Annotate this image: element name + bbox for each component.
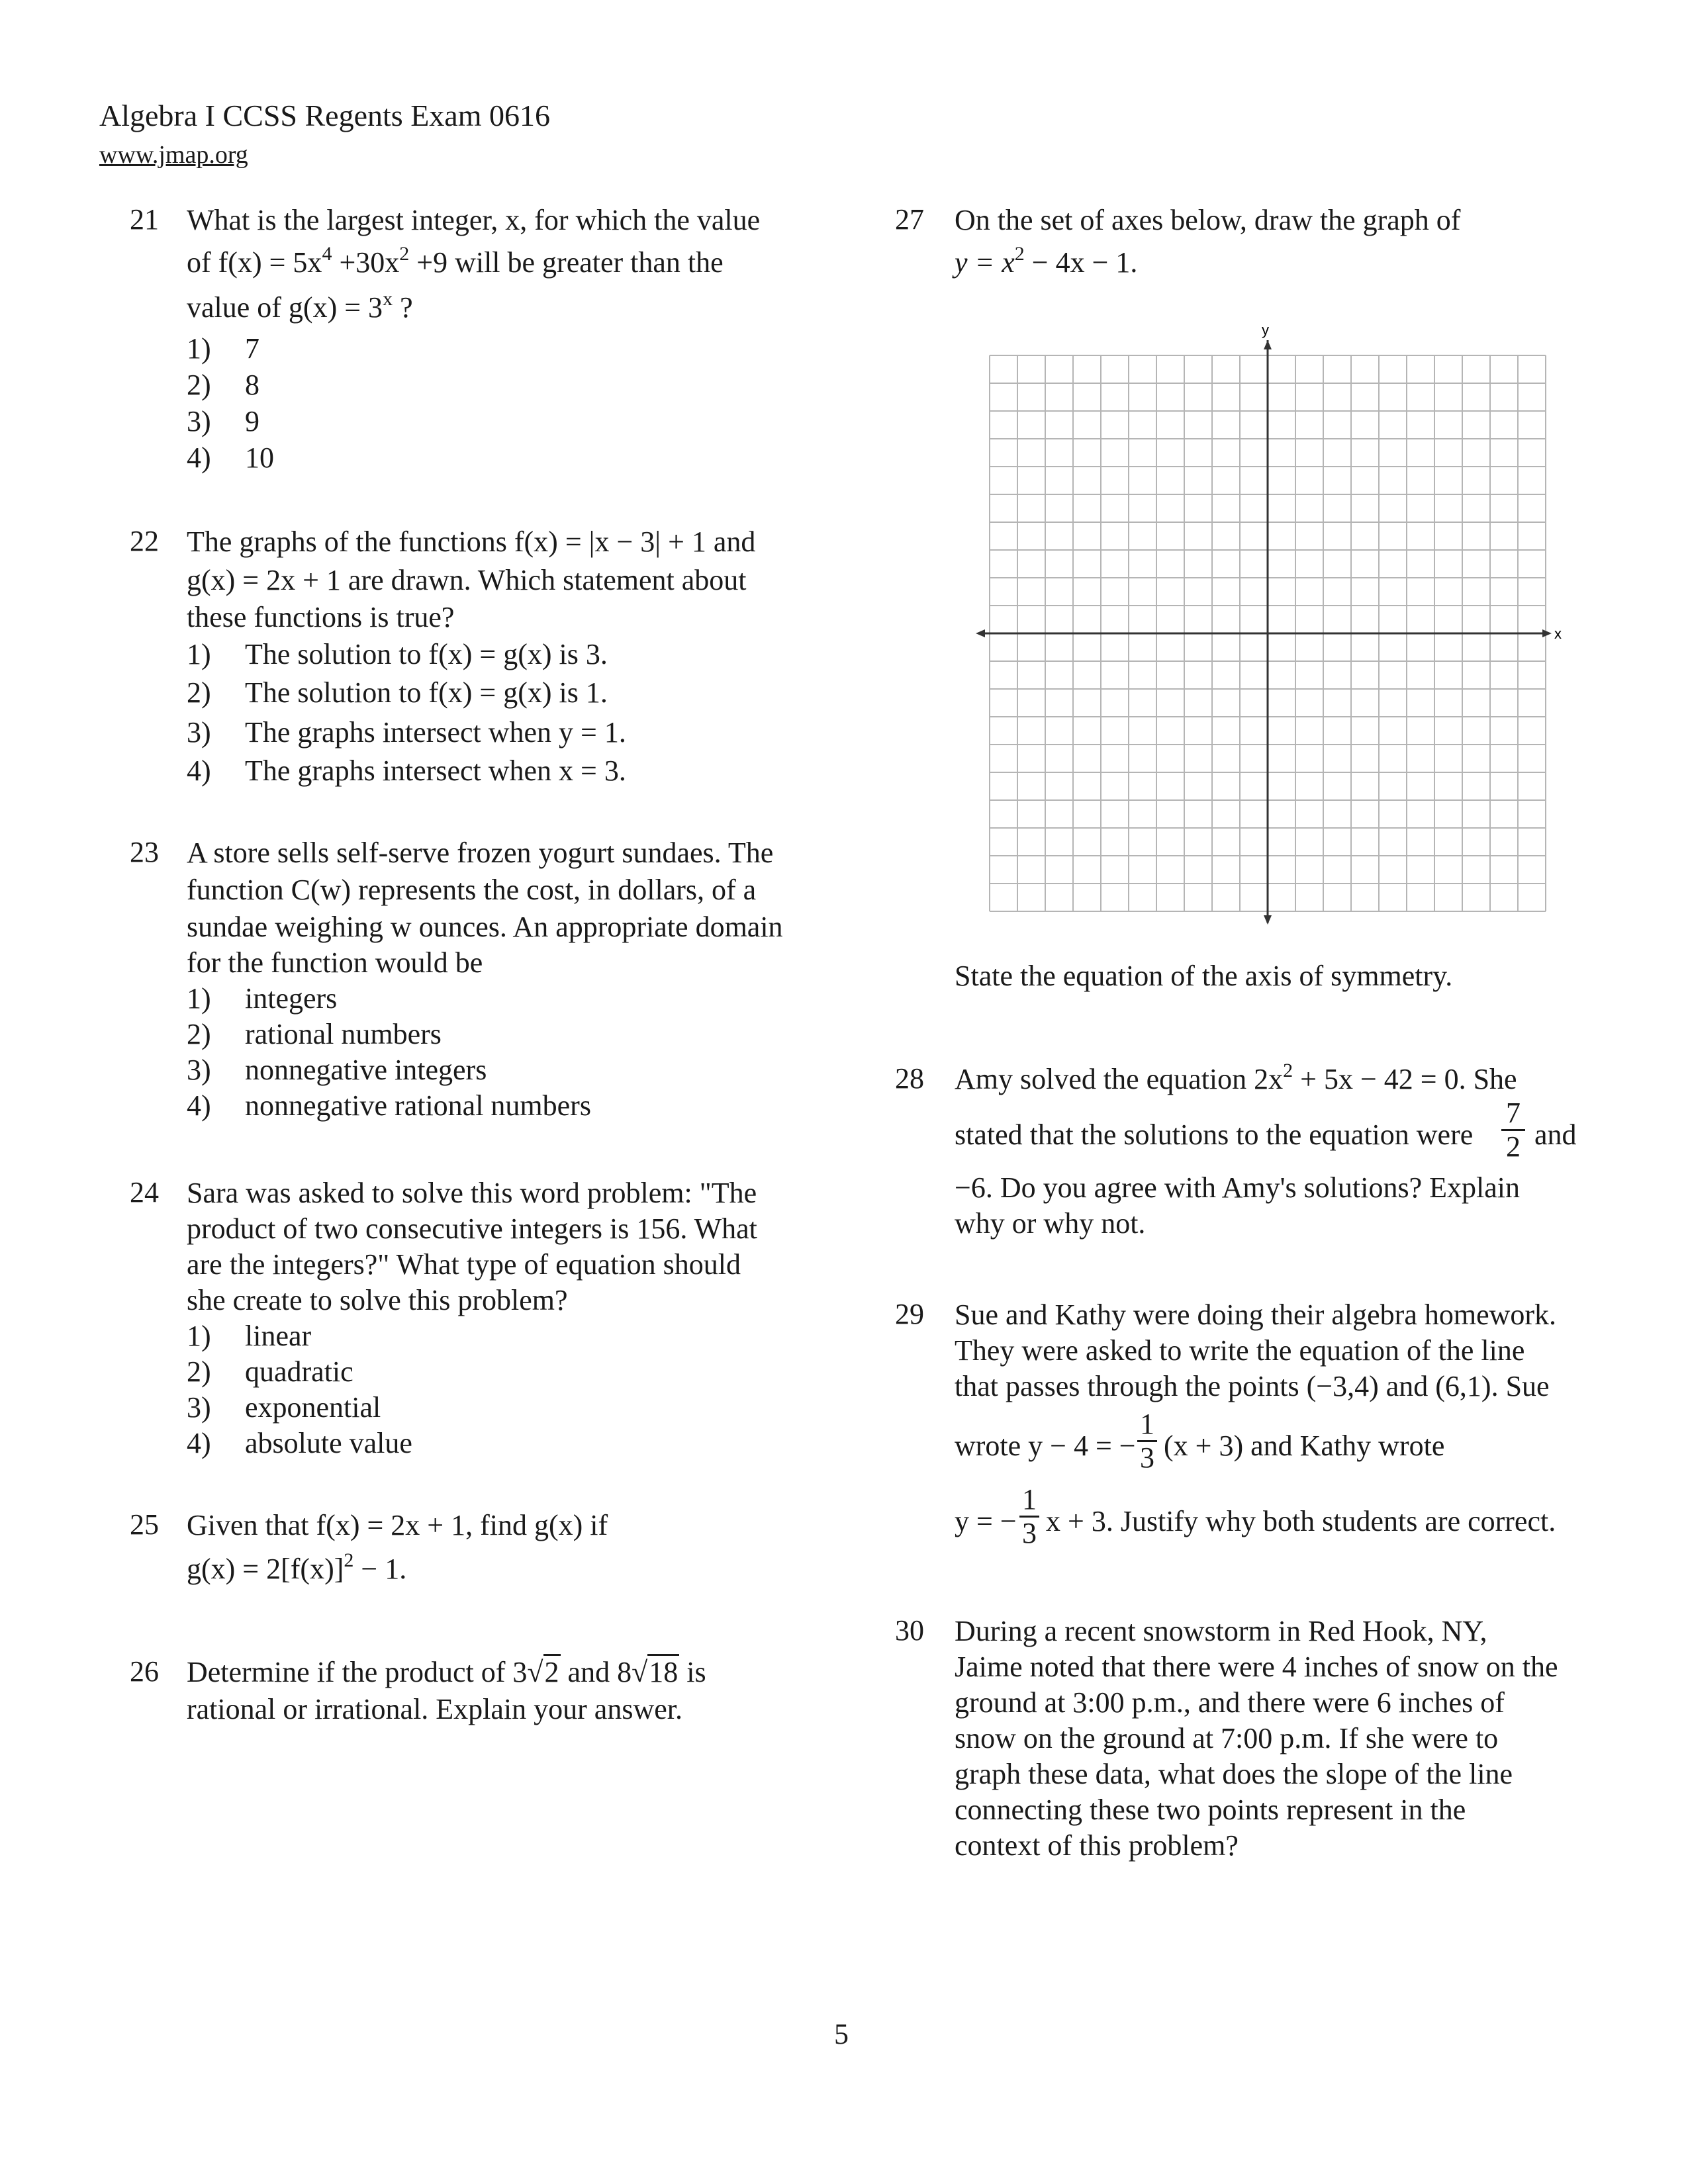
question-text: What is the largest integer, x, for which the value (187, 204, 761, 236)
question-text: of $f(x) = 5x^4 +30x^2 +9$ will be greater than the (187, 243, 724, 279)
question-text: she create to solve this problem? (187, 1284, 568, 1316)
question-text: function C(w) represents the cost, in dollars, of a (187, 874, 757, 906)
answer-option[interactable]: 2) quadratic (187, 1355, 353, 1388)
question-number: 26 (130, 1655, 159, 1688)
fraction: 7 2 (1501, 1099, 1525, 1161)
question-number: 28 (895, 1062, 924, 1095)
answer-option[interactable]: 4) absolute value (187, 1427, 412, 1459)
question-text: wrote y − 4 = − (955, 1430, 1136, 1462)
question-text: x + 3. Justify why both students are correct. (1046, 1505, 1556, 1537)
question-text: value of $g(x) = 3^x$ ? (187, 288, 413, 324)
question-number: 23 (130, 836, 159, 868)
question-text: g(x) = 2x + 1 are drawn. Which statement about (187, 564, 747, 596)
y-axis-arrow-up-icon (1264, 340, 1272, 349)
fraction: 1 3 (1019, 1485, 1039, 1548)
question-text: ground at 3:00 p.m., and there were 6 inches of (955, 1686, 1505, 1719)
question-text: are the integers?" What type of equation should (187, 1248, 741, 1281)
question-text: Given that f(x) = 2x + 1, find g(x) if (187, 1509, 608, 1541)
answer-option[interactable]: 2) The solution to f(x) = g(x) is 1. (187, 676, 608, 709)
question-text: A store sells self-serve frozen yogurt sundaes. The (187, 837, 774, 869)
question-text: for the function would be (187, 946, 483, 979)
question-text: Sue and Kathy were doing their algebra homework. (955, 1298, 1557, 1331)
question-number: 27 (895, 203, 924, 236)
x-axis-arrow-left-icon (976, 629, 985, 637)
answer-option[interactable]: 3) nonnegative integers (187, 1054, 487, 1086)
question-number: 30 (895, 1614, 924, 1647)
question-text: snow on the ground at 7:00 p.m. If she were to (955, 1722, 1499, 1754)
y-axis-label: y (1262, 322, 1269, 338)
question-text: these functions is true? (187, 601, 455, 633)
answer-option[interactable]: 4) nonnegative rational numbers (187, 1089, 591, 1122)
question-text: Determine if the product of 3√2 and 8√18 is (187, 1655, 706, 1690)
answer-option[interactable]: 2) rational numbers (187, 1018, 442, 1050)
question-text: $g(x) = 2[f(x)]^2 - 1$. (187, 1549, 407, 1585)
question-text: State the equation of the axis of symmetry. (955, 960, 1453, 992)
question-text: Sara was asked to solve this word problem: "The (187, 1177, 757, 1209)
question-number: 25 (130, 1508, 159, 1541)
question-number: 21 (130, 203, 159, 236)
question-text: stated that the solutions to the equation were (955, 1118, 1474, 1151)
question-text: (x + 3) and Kathy wrote (1164, 1430, 1445, 1462)
question-text: graph these data, what does the slope of the line (955, 1758, 1513, 1790)
answer-option[interactable]: 3) exponential (187, 1391, 381, 1424)
site-url[interactable]: www.jmap.org (99, 141, 248, 169)
question-text: Jaime noted that there were 4 inches of snow on the (955, 1651, 1558, 1683)
question-number: 29 (895, 1298, 924, 1330)
fraction: 1 3 (1137, 1410, 1157, 1473)
question-text: The graphs of the functions f(x) = |x − 3| + 1 and (187, 525, 756, 558)
question-text: −6. Do you agree with Amy's solutions? Explain (955, 1171, 1520, 1204)
page-number: 5 (834, 2018, 849, 2050)
question-text: and (1534, 1118, 1577, 1151)
question-text: On the set of axes below, draw the graph of (955, 204, 1461, 236)
coordinate-grid[interactable] (966, 318, 1562, 927)
question-text: sundae weighing w ounces. An appropriate domain (187, 911, 783, 943)
question-text: Amy solved the equation $2x^2 + 5x - 42 = 0$. She (955, 1060, 1517, 1095)
question-text: During a recent snowstorm in Red Hook, NY, (955, 1615, 1487, 1647)
answer-option[interactable]: 4) The graphs intersect when x = 3. (187, 754, 626, 787)
question-text: They were asked to write the equation of the line (955, 1334, 1525, 1367)
answer-option[interactable]: 3) 9 (187, 405, 259, 437)
answer-option[interactable]: 1) linear (187, 1320, 312, 1352)
page-title: Algebra I CCSS Regents Exam 0616 (99, 99, 550, 132)
answer-option[interactable]: 4) 10 (187, 441, 274, 474)
answer-option[interactable]: 1) integers (187, 982, 338, 1015)
question-text: y = − (955, 1505, 1017, 1537)
answer-option[interactable]: 2) 8 (187, 369, 259, 401)
answer-option[interactable]: 1) The solution to f(x) = g(x) is 3. (187, 638, 608, 670)
answer-option[interactable]: 3) The graphs intersect when y = 1. (187, 716, 626, 749)
question-number: 22 (130, 525, 159, 557)
question-text: why or why not. (955, 1207, 1146, 1240)
x-axis-arrow-right-icon (1542, 629, 1552, 637)
question-text: product of two consecutive integers is 156. What (187, 1212, 757, 1245)
question-text: $y = x^2 - 4x - 1$. (955, 243, 1138, 279)
y-axis-arrow-down-icon (1264, 915, 1272, 925)
answer-option[interactable]: 1) 7 (187, 332, 259, 365)
question-text: that passes through the points (−3,4) and (6,1). Sue (955, 1370, 1550, 1402)
x-axis-label: x (1554, 625, 1562, 642)
question-text: rational or irrational. Explain your answer. (187, 1693, 682, 1725)
question-text: context of this problem? (955, 1829, 1239, 1862)
question-number: 24 (130, 1176, 159, 1208)
question-text: connecting these two points represent in the (955, 1794, 1466, 1826)
